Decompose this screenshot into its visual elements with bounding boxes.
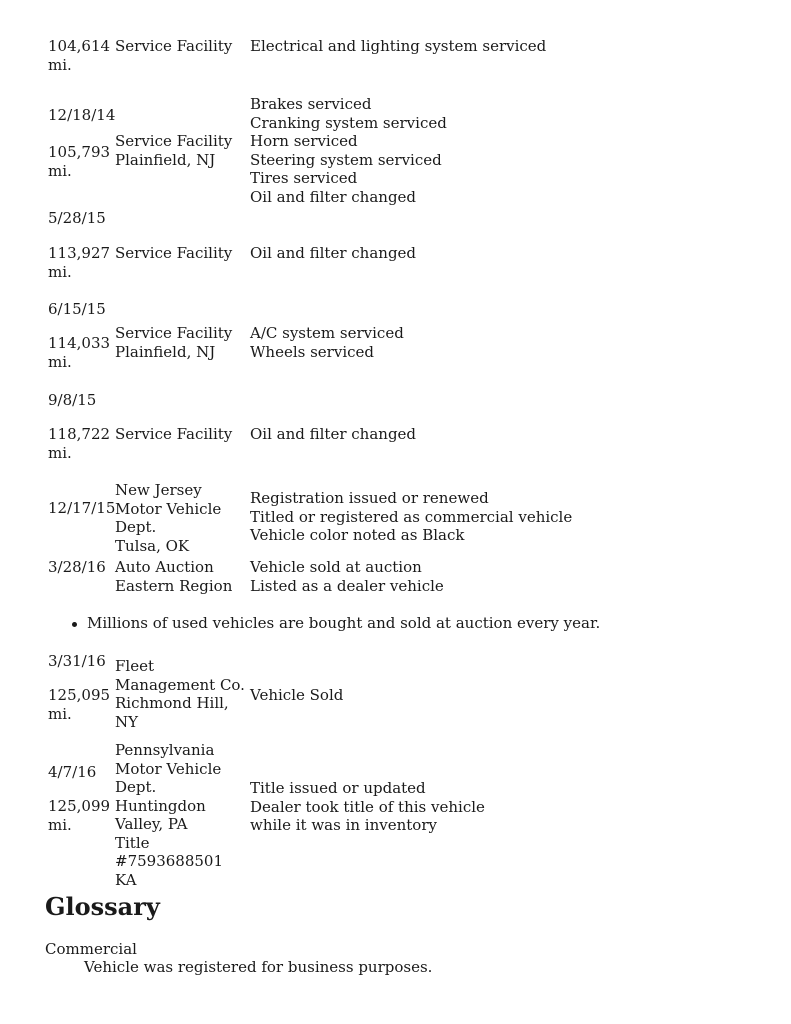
- record-date: 12/17/15: [48, 499, 116, 517]
- record-date: 9/8/15: [48, 391, 97, 409]
- odometer-reading: 125,095 mi.: [48, 686, 111, 723]
- record-source: Auto Auction Eastern Region: [115, 558, 233, 595]
- glossary-term: Commercial: [45, 940, 137, 958]
- record-date: 6/15/15: [48, 300, 106, 318]
- record-date: 12/18/14: [48, 106, 116, 124]
- odometer-reading: 118,722 mi.: [48, 425, 111, 462]
- record-source: Pennsylvania Motor Vehicle Dept. Huntingdon Valley, PA Title #7593688501 KA: [115, 741, 224, 889]
- record-details: Vehicle Sold: [250, 686, 344, 704]
- record-details: Oil and filter changed: [250, 244, 417, 262]
- glossary-definition: Vehicle was registered for business purposes.: [84, 958, 433, 976]
- record-source: Service Facility: [115, 37, 233, 55]
- odometer-reading: 114,033 mi.: [48, 334, 111, 371]
- odometer-reading: 105,793 mi.: [48, 143, 111, 180]
- record-details: Electrical and lighting system serviced: [250, 37, 547, 55]
- record-date: 3/28/16: [48, 558, 106, 576]
- record-source: Fleet Management Co. Richmond Hill, NY: [115, 657, 245, 731]
- record-source: Service Facility: [115, 425, 233, 443]
- record-details: Title issued or updated Dealer took title of this vehicle while it was in inventory: [250, 779, 485, 834]
- odometer-reading: 125,099 mi.: [48, 797, 111, 834]
- glossary-heading: Glossary: [45, 892, 160, 921]
- record-source: New Jersey Motor Vehicle Dept. Tulsa, OK: [115, 481, 222, 555]
- record-details: A/C system serviced Wheels serviced: [250, 324, 404, 361]
- odometer-reading: 113,927 mi.: [48, 244, 111, 281]
- record-date: 3/31/16: [48, 652, 106, 670]
- record-details: Vehicle sold at auction Listed as a dealer vehicle: [250, 558, 444, 595]
- record-details: Brakes serviced Cranking system serviced Horn serviced Steering system serviced Tires serviced Oil and filter changed: [250, 95, 447, 206]
- record-source: Service Facility Plainfield, NJ: [115, 132, 233, 169]
- record-date: 5/28/15: [48, 209, 106, 227]
- record-details: Registration issued or renewed Titled or registered as commercial vehicle Vehicle color noted as Black: [250, 489, 573, 544]
- record-date: 4/7/16: [48, 763, 97, 781]
- record-source: Service Facility Plainfield, NJ: [115, 324, 233, 361]
- record-source: Service Facility: [115, 244, 233, 262]
- auction-note-list: [70, 614, 600, 633]
- auction-note: Millions of used vehicles are bought and sold at auction every year.: [70, 614, 600, 633]
- odometer-reading: 104,614 mi.: [48, 37, 111, 74]
- record-details: Oil and filter changed: [250, 425, 417, 443]
